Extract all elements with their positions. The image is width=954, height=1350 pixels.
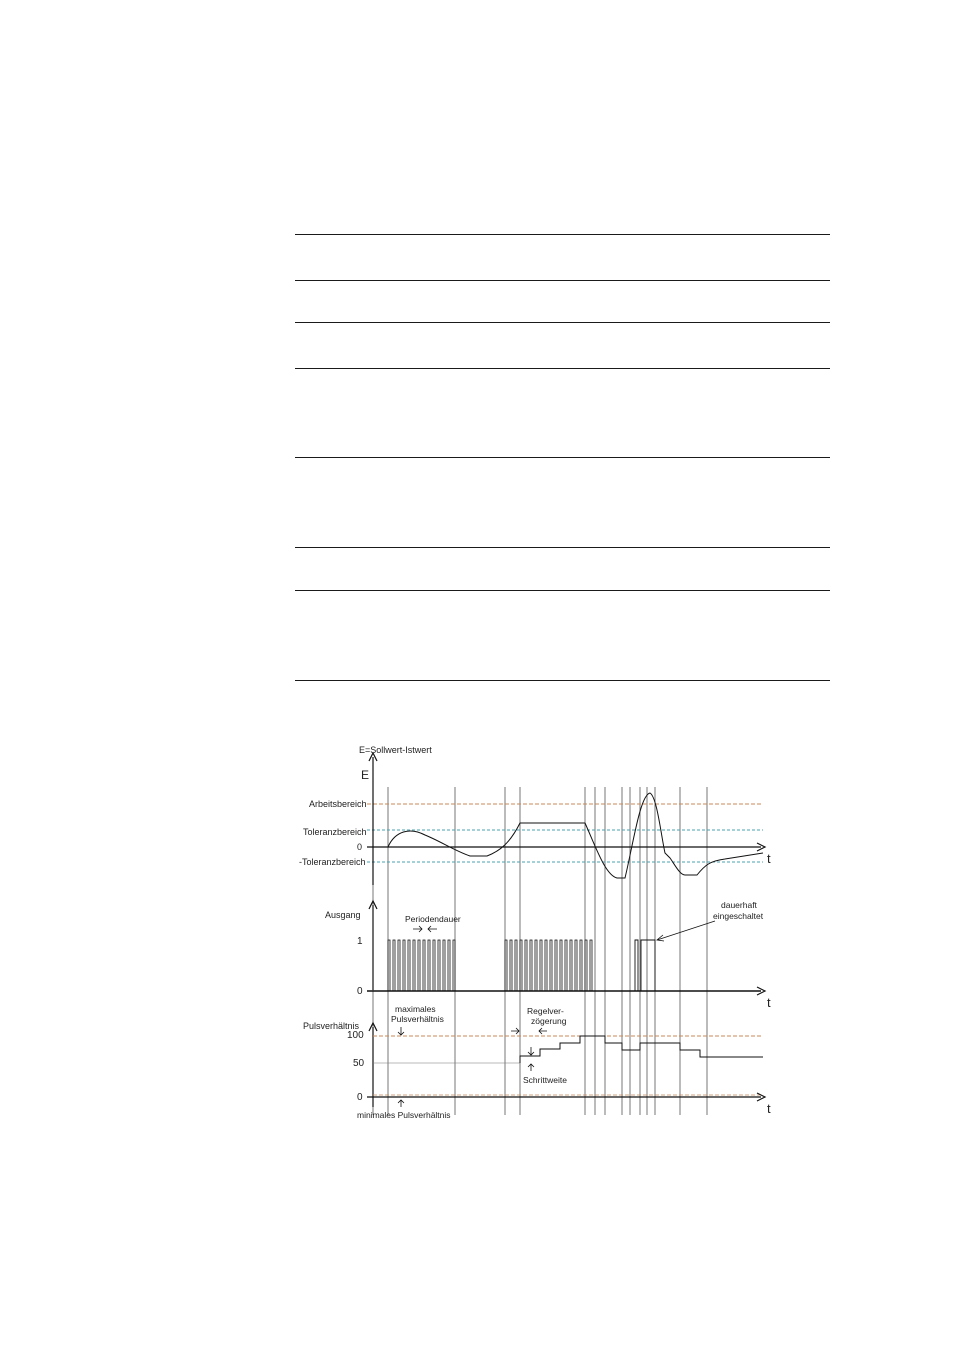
max-pulse-label-1: maximales [395,1004,436,1014]
error-panel [299,745,771,885]
min-arrow-icon [398,1100,404,1107]
error-axis-title: E=Sollwert-Istwert [359,745,432,755]
t-label: t [767,995,771,1010]
table-rule [295,547,830,548]
table-rule [295,680,830,681]
table-rule [295,280,830,281]
period-arrow-left-icon [413,926,422,932]
pulse-train-1 [388,940,455,991]
tolerance-label: Toleranzbereich [303,827,367,837]
max-arrow-icon [398,1027,404,1035]
zero-label: 0 [357,842,363,852]
pulse-50-label: 50 [353,1058,365,1069]
period-label: Periodendauer [405,914,461,924]
delay-label-1: Regelver- [527,1006,564,1016]
table-rule [295,590,830,591]
min-pulse-label: minimales Pulsverhältnis [357,1110,451,1120]
permanent-on-arrow-icon [657,921,715,941]
pulse-title: Pulsverhältnis [303,1021,360,1031]
step-label: Schrittweite [523,1075,567,1085]
step-arrow-up-icon [528,1064,534,1071]
pulse-train-2 [505,940,592,991]
working-range-label: Arbeitsbereich [309,799,367,809]
output-zero-label: 0 [357,986,363,997]
max-pulse-label-2: Pulsverhältnis [391,1014,444,1024]
pulse-100-label: 100 [347,1030,364,1041]
pulse-0-label: 0 [357,1092,363,1103]
pulse-ratio-steps [520,1036,763,1063]
t-label: t [767,851,771,866]
pulse-train-3 [635,940,655,991]
delay-label-2: zögerung [531,1016,567,1026]
permanent-on-label-1: dauerhaft [721,900,757,910]
pulse-width-control-diagram [295,735,775,1125]
neg-tolerance-label: -Toleranzbereich [299,857,366,867]
t-label: t [767,1101,771,1116]
output-one-label: 1 [357,936,363,947]
error-curve [373,793,763,878]
delay-arrow-right-icon [539,1028,547,1034]
table-rule [295,234,830,235]
delay-arrow-left-icon [511,1028,519,1034]
output-title: Ausgang [325,910,361,920]
table-rule [295,457,830,458]
period-arrow-right-icon [428,926,437,932]
error-axis-symbol: E [361,768,370,782]
permanent-on-label-2: eingeschaltet [713,911,764,921]
table-rule [295,368,830,369]
output-panel [325,900,771,1010]
table-rule [295,322,830,323]
step-arrow-down-icon [528,1047,534,1055]
